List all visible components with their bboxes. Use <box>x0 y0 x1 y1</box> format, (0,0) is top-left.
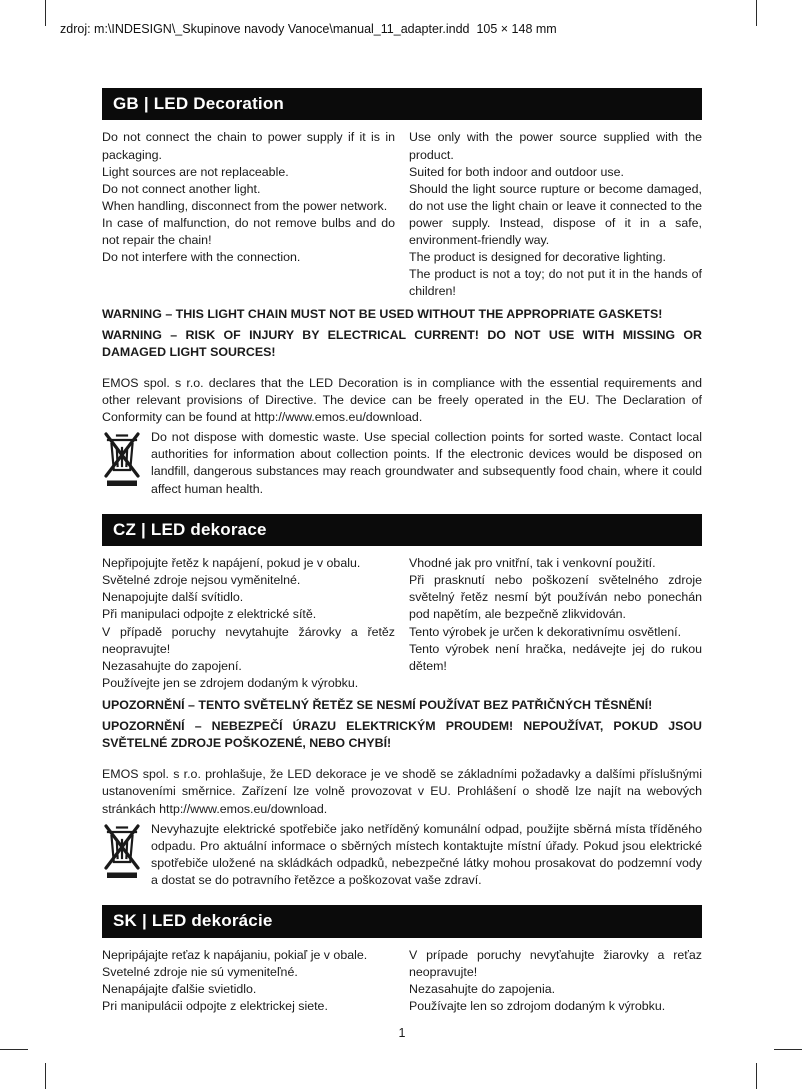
instruction-item: Suited for both indoor and outdoor use. <box>409 164 624 179</box>
page-number: 1 <box>398 1025 406 1040</box>
instructions-sk-left <box>102 947 395 1015</box>
instruction-item: Vhodné jak pro vnitřní, tak i venkovní použití. <box>409 556 656 571</box>
manual-page-content <box>102 88 702 1042</box>
instruction-item: Svetelné zdroje nie sú vymeniteľné. <box>102 964 298 979</box>
instructions-gb-left <box>102 129 395 300</box>
weee-paragraph: Nevyhazujte elektrické spotřebiče jako netříděný komunální odpad, použijte sběrná místa tříděného odpadu. Pro aktuální informace o sběrných místech kontaktujte místní úřady. Pokud jsou elektrické spotřebiče uložené na skládkách odpadků, nebezpečné látky mohou prosakovat do podzemní vody a dostat se do potravního řetězce a poškozovat vaše zdraví. <box>151 821 702 887</box>
weee-crossed-out-bin-icon <box>102 432 142 487</box>
crop-mark <box>774 1049 802 1050</box>
instruction-item: The product is not a toy; do not put it in the hands of children! <box>409 267 702 299</box>
section-sk <box>102 905 702 1015</box>
instruction-item: Do not connect another light. <box>102 181 261 196</box>
instruction-item: Use only with the power source supplied with the product. <box>409 130 702 162</box>
instruction-item: Do not connect the chain to power supply if it is in packaging. <box>102 130 395 162</box>
instruction-item: Nenapájajte ďalšie svietidlo. <box>102 981 257 996</box>
instructions-cz-right <box>409 555 702 692</box>
instruction-item: Světelné zdroje nejsou vyměnitelné. <box>102 573 301 588</box>
instruction-item: Nepripájajte reťaz k napájaniu, pokiaľ je v obale. <box>102 947 368 962</box>
instruction-item: Používajte len so zdrojom dodaným k výrobku. <box>409 998 666 1013</box>
instruction-item: Při manipulaci odpojte z elektrické sítě. <box>102 607 317 622</box>
crop-mark <box>45 1063 46 1089</box>
section-header-cz: CZ | LED dekorace <box>102 514 702 546</box>
instructions-cz-left <box>102 555 395 692</box>
instruction-item: Používejte jen se zdrojem dodaným k výrobku. <box>102 675 359 690</box>
section-header-gb: GB | LED Decoration <box>102 88 702 120</box>
crop-mark <box>45 0 46 26</box>
instructions-gb <box>102 129 702 300</box>
crop-mark <box>756 0 757 26</box>
section-header-sk: SK | LED dekorácie <box>102 905 702 937</box>
weee-block <box>102 821 702 889</box>
instruction-item: Tento výrobek není hračka, nedávejte jej do rukou dětem! <box>409 641 702 673</box>
warning-text: WARNING – THIS LIGHT CHAIN MUST NOT BE USED WITHOUT THE APPROPRIATE GASKETS! <box>102 306 663 321</box>
warning-text: UPOZORNĚNÍ – TENTO SVĚTELNÝ ŘETĚZ SE NESMÍ POUŽÍVAT BEZ PATŘIČNÝCH TĚSNĚNÍ! <box>102 697 653 712</box>
instruction-item: Nenapojujte další svítidlo. <box>102 590 244 605</box>
weee-block <box>102 429 702 497</box>
compliance-paragraph: EMOS spol. s r.o. prohlašuje, že LED dekorace je ve shodě se základními požadavky a dalšími příslušnými ustanoveními směrnice. Zařízení lze volně provozovat v EU. Prohlášení o shodě lze najít na webových stránkách http://www.emos.eu/download. <box>102 767 702 816</box>
instructions-cz <box>102 555 702 692</box>
instruction-item: In case of malfunction, do not remove bulbs and do not repair the chain! <box>102 216 395 248</box>
instructions-sk-right <box>409 947 702 1015</box>
instruction-item: Should the light source rupture or become damaged, do not use the light chain or leave it connected to the power supply. Instead, dispose of it in a safe, environment-friendly way. <box>409 181 702 248</box>
instruction-item: Pri manipulácii odpojte z elektrickej siete. <box>102 998 328 1013</box>
instruction-item: V případě poruchy nevytahujte žárovky a řetěz neopravujte! <box>102 624 395 656</box>
warning-text: UPOZORNĚNÍ – NEBEZPEČÍ ÚRAZU ELEKTRICKÝM PROUDEM! NEPOUŽÍVAT, POKUD JSOU SVĚTELNÉ ZDROJE POŠKOZENÉ, NEBO CHYBÍ! <box>102 719 702 751</box>
instruction-item: When handling, disconnect from the power network. <box>102 198 388 213</box>
instruction-item: Tento výrobek je určen k dekorativnímu osvětlení. <box>409 624 682 639</box>
crop-mark <box>0 1049 28 1050</box>
instruction-item: Light sources are not replaceable. <box>102 164 289 179</box>
instruction-item: Nepřipojujte řetěz k napájení, pokud je v obalu. <box>102 556 361 571</box>
instruction-item: V prípade poruchy nevyťahujte žiarovky a reťaz neopravujte! <box>409 947 702 979</box>
instruction-item: Do not interfere with the connection. <box>102 250 301 265</box>
warning-text: WARNING – RISK OF INJURY BY ELECTRICAL CURRENT! DO NOT USE WITH MISSING OR DAMAGED LIGHT SOURCES! <box>102 327 702 359</box>
instruction-item: Při prasknutí nebo poškození světelného zdroje světelný řetěz nesmí být používán nebo ponechán pod napětím, ale bezpečně zlikvidován. <box>409 573 702 622</box>
instruction-item: The product is designed for decorative lighting. <box>409 250 666 265</box>
weee-crossed-out-bin-icon <box>102 824 142 879</box>
section-cz <box>102 514 702 889</box>
weee-paragraph: Do not dispose with domestic waste. Use special collection points for sorted waste. Contact local authorities for information about collection points. If the electronic devices would be disposed on landfill, dangerous substances may reach groundwater and subsequently food chain, where it could affect human health. <box>151 430 702 496</box>
instructions-gb-right <box>409 129 702 300</box>
section-gb <box>102 88 702 498</box>
source-path-line: zdroj: m:\INDESIGN\_Skupinove navody Vanoce\manual_11_adapter.indd 105 × 148 mm <box>60 22 557 36</box>
compliance-paragraph: EMOS spol. s r.o. declares that the LED Decoration is in compliance with the essential requirements and other relevant provisions of Directive. The device can be freely operated in the EU. The Declaration of Conformity can be found at http://www.emos.eu/download. <box>102 375 702 425</box>
instruction-item: Nezasahujte do zapojení. <box>102 658 242 673</box>
crop-mark <box>756 1063 757 1089</box>
instruction-item: Nezasahujte do zapojenia. <box>409 981 556 996</box>
instructions-sk <box>102 947 702 1015</box>
